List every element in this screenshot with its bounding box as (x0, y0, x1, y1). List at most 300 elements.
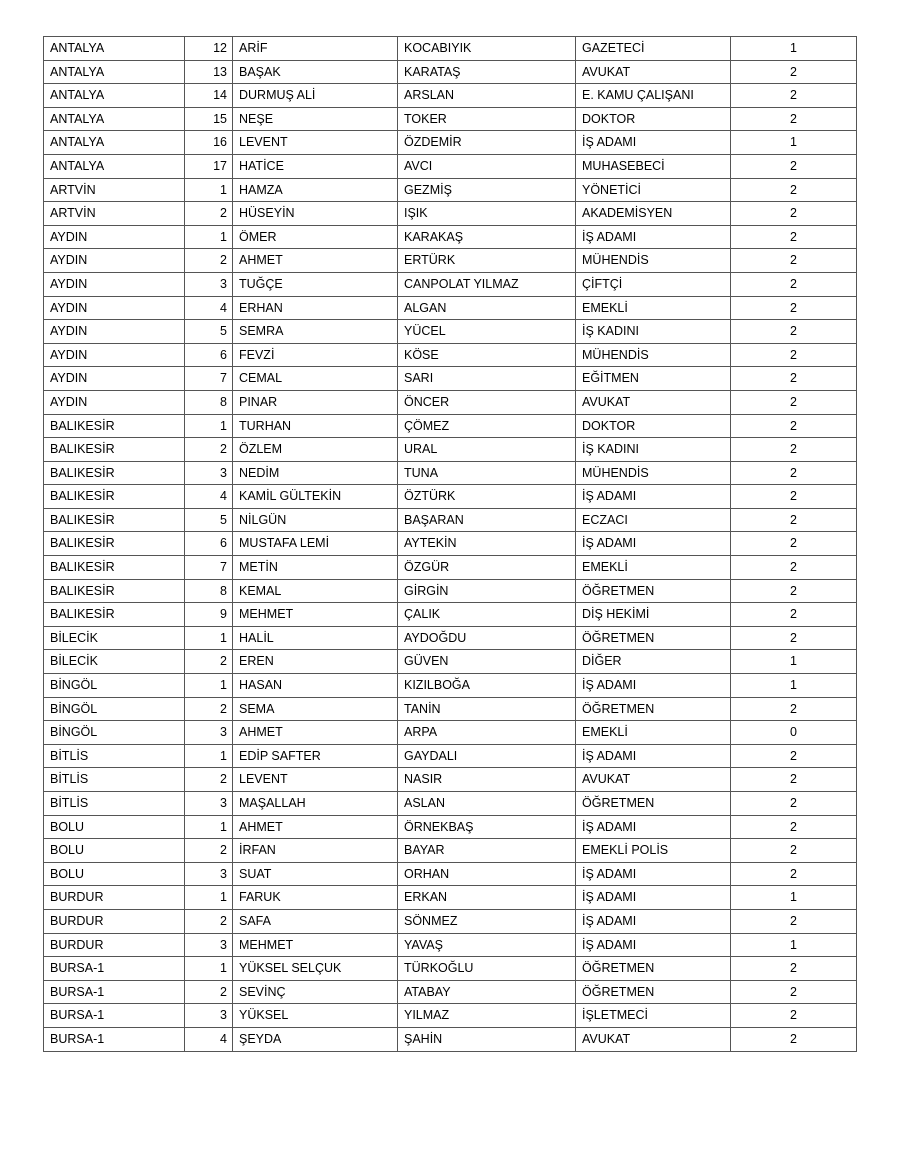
profession-cell: ÖĞRETMEN (576, 626, 731, 650)
last-name-cell: TUNA (398, 461, 576, 485)
rank-cell: 3 (185, 461, 233, 485)
rank-cell: 15 (185, 107, 233, 131)
value-cell: 1 (731, 37, 857, 61)
table-row (44, 84, 857, 108)
first-name-cell: BAŞAK (233, 60, 398, 84)
province-cell: AYDIN (44, 367, 185, 391)
value-cell: 2 (731, 461, 857, 485)
first-name-cell: ARİF (233, 37, 398, 61)
table-row (44, 650, 857, 674)
value-cell: 2 (731, 390, 857, 414)
first-name-cell: EDİP SAFTER (233, 744, 398, 768)
province-cell: BOLU (44, 815, 185, 839)
profession-cell: EĞİTMEN (576, 367, 731, 391)
rank-cell: 1 (185, 815, 233, 839)
value-cell: 2 (731, 107, 857, 131)
rank-cell: 1 (185, 957, 233, 981)
rank-cell: 12 (185, 37, 233, 61)
last-name-cell: IŞIK (398, 202, 576, 226)
first-name-cell: İRFAN (233, 839, 398, 863)
profession-cell: ÇİFTÇİ (576, 272, 731, 296)
first-name-cell: NİLGÜN (233, 508, 398, 532)
profession-cell: DİŞ HEKİMİ (576, 603, 731, 627)
rank-cell: 2 (185, 768, 233, 792)
first-name-cell: ERHAN (233, 296, 398, 320)
table-row (44, 461, 857, 485)
table-row (44, 626, 857, 650)
province-cell: BALIKESİR (44, 556, 185, 580)
rank-cell: 1 (185, 674, 233, 698)
last-name-cell: YILMAZ (398, 1004, 576, 1028)
profession-cell: EMEKLİ (576, 556, 731, 580)
table-body (44, 37, 857, 1052)
profession-cell: MUHASEBECİ (576, 154, 731, 178)
province-cell: ANTALYA (44, 84, 185, 108)
table-row (44, 131, 857, 155)
value-cell: 2 (731, 556, 857, 580)
first-name-cell: HATİCE (233, 154, 398, 178)
value-cell: 2 (731, 178, 857, 202)
rank-cell: 2 (185, 839, 233, 863)
province-cell: ARTVİN (44, 202, 185, 226)
table-row (44, 367, 857, 391)
last-name-cell: ÇALIK (398, 603, 576, 627)
province-cell: BİTLİS (44, 792, 185, 816)
province-cell: BURSA-1 (44, 957, 185, 981)
value-cell: 1 (731, 674, 857, 698)
province-cell: ANTALYA (44, 131, 185, 155)
first-name-cell: CEMAL (233, 367, 398, 391)
rank-cell: 1 (185, 886, 233, 910)
rank-cell: 2 (185, 438, 233, 462)
first-name-cell: HAMZA (233, 178, 398, 202)
value-cell: 2 (731, 909, 857, 933)
last-name-cell: ARPA (398, 721, 576, 745)
profession-cell: ÖĞRETMEN (576, 957, 731, 981)
last-name-cell: ARSLAN (398, 84, 576, 108)
rank-cell: 1 (185, 225, 233, 249)
rank-cell: 3 (185, 272, 233, 296)
province-cell: BOLU (44, 862, 185, 886)
profession-cell: ÖĞRETMEN (576, 792, 731, 816)
rank-cell: 5 (185, 320, 233, 344)
profession-cell: YÖNETİCİ (576, 178, 731, 202)
first-name-cell: LEVENT (233, 768, 398, 792)
first-name-cell: TURHAN (233, 414, 398, 438)
last-name-cell: ÖRNEKBAŞ (398, 815, 576, 839)
last-name-cell: GÜVEN (398, 650, 576, 674)
profession-cell: İŞ ADAMI (576, 909, 731, 933)
value-cell: 2 (731, 626, 857, 650)
value-cell: 1 (731, 131, 857, 155)
last-name-cell: ÖZTÜRK (398, 485, 576, 509)
value-cell: 2 (731, 603, 857, 627)
value-cell: 2 (731, 957, 857, 981)
value-cell: 2 (731, 980, 857, 1004)
last-name-cell: GAYDALI (398, 744, 576, 768)
rank-cell: 2 (185, 909, 233, 933)
last-name-cell: AYDOĞDU (398, 626, 576, 650)
first-name-cell: AHMET (233, 249, 398, 273)
profession-cell: MÜHENDİS (576, 461, 731, 485)
last-name-cell: ÖZDEMİR (398, 131, 576, 155)
province-cell: AYDIN (44, 320, 185, 344)
value-cell: 2 (731, 60, 857, 84)
value-cell: 2 (731, 414, 857, 438)
province-cell: BİTLİS (44, 744, 185, 768)
last-name-cell: NASIR (398, 768, 576, 792)
rank-cell: 7 (185, 556, 233, 580)
province-cell: BİNGÖL (44, 674, 185, 698)
first-name-cell: FEVZİ (233, 343, 398, 367)
first-name-cell: EREN (233, 650, 398, 674)
province-cell: AYDIN (44, 272, 185, 296)
province-cell: BALIKESİR (44, 461, 185, 485)
profession-cell: İŞ ADAMI (576, 862, 731, 886)
province-cell: BİNGÖL (44, 697, 185, 721)
rank-cell: 1 (185, 626, 233, 650)
province-cell: BALIKESİR (44, 532, 185, 556)
value-cell: 2 (731, 438, 857, 462)
last-name-cell: SARI (398, 367, 576, 391)
first-name-cell: KAMİL GÜLTEKİN (233, 485, 398, 509)
first-name-cell: NEŞE (233, 107, 398, 131)
table-row (44, 225, 857, 249)
last-name-cell: URAL (398, 438, 576, 462)
last-name-cell: TOKER (398, 107, 576, 131)
last-name-cell: ERTÜRK (398, 249, 576, 273)
province-cell: BURDUR (44, 933, 185, 957)
rank-cell: 3 (185, 792, 233, 816)
province-cell: AYDIN (44, 225, 185, 249)
profession-cell: DOKTOR (576, 107, 731, 131)
value-cell: 2 (731, 1027, 857, 1051)
province-cell: BALIKESİR (44, 438, 185, 462)
value-cell: 2 (731, 249, 857, 273)
first-name-cell: SEVİNÇ (233, 980, 398, 1004)
value-cell: 2 (731, 1004, 857, 1028)
last-name-cell: TÜRKOĞLU (398, 957, 576, 981)
last-name-cell: GİRGİN (398, 579, 576, 603)
province-cell: ANTALYA (44, 107, 185, 131)
table-row (44, 154, 857, 178)
rank-cell: 1 (185, 414, 233, 438)
first-name-cell: LEVENT (233, 131, 398, 155)
table-row (44, 815, 857, 839)
value-cell: 2 (731, 508, 857, 532)
rank-cell: 13 (185, 60, 233, 84)
last-name-cell: ALGAN (398, 296, 576, 320)
table-row (44, 579, 857, 603)
table-row (44, 768, 857, 792)
rank-cell: 2 (185, 697, 233, 721)
profession-cell: ÖĞRETMEN (576, 980, 731, 1004)
table-row (44, 1027, 857, 1051)
value-cell: 2 (731, 815, 857, 839)
first-name-cell: MUSTAFA LEMİ (233, 532, 398, 556)
first-name-cell: HASAN (233, 674, 398, 698)
table-row (44, 556, 857, 580)
rank-cell: 4 (185, 1027, 233, 1051)
profession-cell: İŞLETMECİ (576, 1004, 731, 1028)
last-name-cell: BAYAR (398, 839, 576, 863)
last-name-cell: YÜCEL (398, 320, 576, 344)
table-row (44, 603, 857, 627)
first-name-cell: FARUK (233, 886, 398, 910)
province-cell: BİNGÖL (44, 721, 185, 745)
profession-cell: AVUKAT (576, 768, 731, 792)
candidate-table (43, 36, 857, 1052)
first-name-cell: ÖMER (233, 225, 398, 249)
rank-cell: 2 (185, 650, 233, 674)
value-cell: 2 (731, 367, 857, 391)
rank-cell: 3 (185, 1004, 233, 1028)
first-name-cell: YÜKSEL (233, 1004, 398, 1028)
last-name-cell: CANPOLAT YILMAZ (398, 272, 576, 296)
province-cell: AYDIN (44, 249, 185, 273)
profession-cell: MÜHENDİS (576, 249, 731, 273)
table-row (44, 792, 857, 816)
rank-cell: 2 (185, 249, 233, 273)
province-cell: AYDIN (44, 296, 185, 320)
first-name-cell: MAŞALLAH (233, 792, 398, 816)
last-name-cell: BAŞARAN (398, 508, 576, 532)
province-cell: BİTLİS (44, 768, 185, 792)
province-cell: AYDIN (44, 343, 185, 367)
first-name-cell: TUĞÇE (233, 272, 398, 296)
first-name-cell: ŞEYDA (233, 1027, 398, 1051)
value-cell: 2 (731, 296, 857, 320)
last-name-cell: ÖZGÜR (398, 556, 576, 580)
profession-cell: İŞ ADAMI (576, 744, 731, 768)
table-row (44, 485, 857, 509)
profession-cell: EMEKLİ POLİS (576, 839, 731, 863)
first-name-cell: MEHMET (233, 933, 398, 957)
last-name-cell: KOCABIYIK (398, 37, 576, 61)
last-name-cell: GEZMİŞ (398, 178, 576, 202)
profession-cell: ECZACI (576, 508, 731, 532)
province-cell: ANTALYA (44, 60, 185, 84)
profession-cell: AVUKAT (576, 60, 731, 84)
rank-cell: 3 (185, 862, 233, 886)
profession-cell: İŞ ADAMI (576, 886, 731, 910)
value-cell: 2 (731, 84, 857, 108)
province-cell: BİLECİK (44, 626, 185, 650)
rank-cell: 4 (185, 296, 233, 320)
province-cell: AYDIN (44, 390, 185, 414)
table-row (44, 744, 857, 768)
value-cell: 2 (731, 792, 857, 816)
last-name-cell: YAVAŞ (398, 933, 576, 957)
first-name-cell: YÜKSEL SELÇUK (233, 957, 398, 981)
last-name-cell: KARATAŞ (398, 60, 576, 84)
last-name-cell: ASLAN (398, 792, 576, 816)
province-cell: BALIKESİR (44, 508, 185, 532)
rank-cell: 16 (185, 131, 233, 155)
profession-cell: İŞ KADINI (576, 320, 731, 344)
profession-cell: İŞ ADAMI (576, 815, 731, 839)
value-cell: 1 (731, 933, 857, 957)
province-cell: BURSA-1 (44, 1027, 185, 1051)
table-row (44, 839, 857, 863)
first-name-cell: HALİL (233, 626, 398, 650)
value-cell: 2 (731, 343, 857, 367)
first-name-cell: AHMET (233, 815, 398, 839)
last-name-cell: ŞAHİN (398, 1027, 576, 1051)
last-name-cell: ERKAN (398, 886, 576, 910)
last-name-cell: ORHAN (398, 862, 576, 886)
last-name-cell: ATABAY (398, 980, 576, 1004)
profession-cell: ÖĞRETMEN (576, 697, 731, 721)
first-name-cell: MEHMET (233, 603, 398, 627)
table-row (44, 721, 857, 745)
first-name-cell: SEMA (233, 697, 398, 721)
table-row (44, 320, 857, 344)
value-cell: 2 (731, 697, 857, 721)
last-name-cell: KIZILBOĞA (398, 674, 576, 698)
table-row (44, 107, 857, 131)
rank-cell: 17 (185, 154, 233, 178)
value-cell: 2 (731, 202, 857, 226)
last-name-cell: ÇÖMEZ (398, 414, 576, 438)
table-row (44, 1004, 857, 1028)
profession-cell: İŞ ADAMI (576, 131, 731, 155)
value-cell: 2 (731, 839, 857, 863)
profession-cell: İŞ ADAMI (576, 933, 731, 957)
province-cell: BURDUR (44, 886, 185, 910)
profession-cell: ÖĞRETMEN (576, 579, 731, 603)
table-row (44, 343, 857, 367)
table-row (44, 933, 857, 957)
first-name-cell: SUAT (233, 862, 398, 886)
profession-cell: MÜHENDİS (576, 343, 731, 367)
table-row (44, 272, 857, 296)
first-name-cell: ÖZLEM (233, 438, 398, 462)
rank-cell: 9 (185, 603, 233, 627)
first-name-cell: AHMET (233, 721, 398, 745)
first-name-cell: HÜSEYİN (233, 202, 398, 226)
rank-cell: 5 (185, 508, 233, 532)
value-cell: 2 (731, 485, 857, 509)
last-name-cell: TANİN (398, 697, 576, 721)
value-cell: 2 (731, 768, 857, 792)
rank-cell: 4 (185, 485, 233, 509)
table-row (44, 249, 857, 273)
province-cell: ANTALYA (44, 37, 185, 61)
profession-cell: İŞ ADAMI (576, 674, 731, 698)
first-name-cell: NEDİM (233, 461, 398, 485)
province-cell: BALIKESİR (44, 414, 185, 438)
rank-cell: 6 (185, 532, 233, 556)
table-row (44, 980, 857, 1004)
rank-cell: 8 (185, 390, 233, 414)
rank-cell: 2 (185, 980, 233, 1004)
table-row (44, 909, 857, 933)
rank-cell: 1 (185, 744, 233, 768)
last-name-cell: SÖNMEZ (398, 909, 576, 933)
rank-cell: 1 (185, 178, 233, 202)
last-name-cell: AYTEKİN (398, 532, 576, 556)
value-cell: 2 (731, 862, 857, 886)
profession-cell: AVUKAT (576, 1027, 731, 1051)
table-row (44, 178, 857, 202)
value-cell: 1 (731, 886, 857, 910)
table-row (44, 508, 857, 532)
value-cell: 2 (731, 532, 857, 556)
first-name-cell: DURMUŞ ALİ (233, 84, 398, 108)
province-cell: ARTVİN (44, 178, 185, 202)
first-name-cell: METİN (233, 556, 398, 580)
value-cell: 2 (731, 744, 857, 768)
table-row (44, 438, 857, 462)
province-cell: BİLECİK (44, 650, 185, 674)
table-row (44, 202, 857, 226)
profession-cell: İŞ ADAMI (576, 225, 731, 249)
rank-cell: 6 (185, 343, 233, 367)
province-cell: BALIKESİR (44, 603, 185, 627)
province-cell: BURSA-1 (44, 1004, 185, 1028)
last-name-cell: AVCI (398, 154, 576, 178)
value-cell: 0 (731, 721, 857, 745)
rank-cell: 3 (185, 933, 233, 957)
first-name-cell: PINAR (233, 390, 398, 414)
value-cell: 2 (731, 579, 857, 603)
table-row (44, 674, 857, 698)
province-cell: BURDUR (44, 909, 185, 933)
first-name-cell: SEMRA (233, 320, 398, 344)
province-cell: ANTALYA (44, 154, 185, 178)
profession-cell: DOKTOR (576, 414, 731, 438)
table-row (44, 957, 857, 981)
table-row (44, 296, 857, 320)
rank-cell: 7 (185, 367, 233, 391)
table-row (44, 414, 857, 438)
province-cell: BURSA-1 (44, 980, 185, 1004)
table-row (44, 60, 857, 84)
profession-cell: İŞ ADAMI (576, 485, 731, 509)
last-name-cell: KARAKAŞ (398, 225, 576, 249)
profession-cell: AVUKAT (576, 390, 731, 414)
table-row (44, 532, 857, 556)
table-row (44, 886, 857, 910)
profession-cell: EMEKLİ (576, 296, 731, 320)
profession-cell: EMEKLİ (576, 721, 731, 745)
rank-cell: 14 (185, 84, 233, 108)
table-row (44, 390, 857, 414)
table-row (44, 862, 857, 886)
value-cell: 2 (731, 154, 857, 178)
profession-cell: GAZETECİ (576, 37, 731, 61)
profession-cell: E. KAMU ÇALIŞANI (576, 84, 731, 108)
value-cell: 2 (731, 225, 857, 249)
rank-cell: 8 (185, 579, 233, 603)
value-cell: 2 (731, 272, 857, 296)
profession-cell: AKADEMİSYEN (576, 202, 731, 226)
profession-cell: İŞ KADINI (576, 438, 731, 462)
province-cell: BOLU (44, 839, 185, 863)
rank-cell: 3 (185, 721, 233, 745)
table-row (44, 697, 857, 721)
value-cell: 1 (731, 650, 857, 674)
province-cell: BALIKESİR (44, 579, 185, 603)
first-name-cell: KEMAL (233, 579, 398, 603)
profession-cell: DİĞER (576, 650, 731, 674)
last-name-cell: KÖSE (398, 343, 576, 367)
table-row (44, 37, 857, 61)
rank-cell: 2 (185, 202, 233, 226)
value-cell: 2 (731, 320, 857, 344)
last-name-cell: ÖNCER (398, 390, 576, 414)
